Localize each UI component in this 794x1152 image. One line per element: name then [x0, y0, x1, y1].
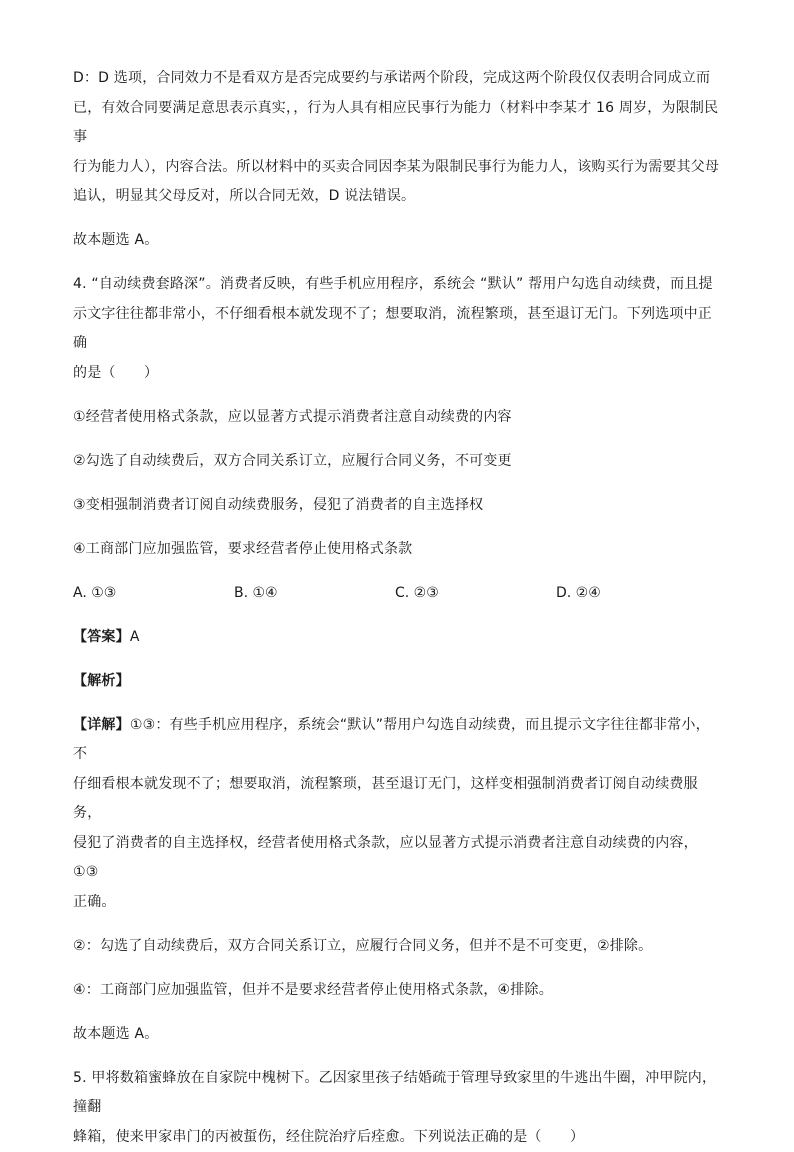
d-option-analysis-line-2: 已，有效合同要满足意思表示真实，，行为人具有相应民事行为能力（材料中李某才 16 周岁，为限制民事 — [73, 94, 723, 153]
analysis-label: 【解析】 — [73, 673, 130, 689]
answer-label: 【答案】 — [73, 629, 130, 645]
q4-option-a: A. ①③ — [73, 579, 234, 609]
q4-detail-line-4: 正确。 — [73, 888, 723, 918]
q4-analysis-heading — [73, 667, 723, 697]
q4-answer — [73, 623, 723, 653]
q5-stem-line-1: 5. 甲将数箱蜜蜂放在自家院中槐树下。乙因家里孩子结婚疏于管理导致家里的牛逃出牛圈，冲甲院内，撞翻 — [73, 1064, 723, 1123]
q3-conclusion: 故本题选 A。 — [73, 226, 723, 256]
q4-statement-1: ①经营者使用格式条款，应以显著方式提示消费者注意自动续费的内容 — [73, 403, 723, 433]
q4-stem-line-2: 示文字往往都非常小，不仔细看根本就发现不了；想要取消，流程繁琐，甚至退订无门。下列选项中正确 — [73, 300, 723, 359]
detail-text-1: ①③：有些手机应用程序，系统会“默认”帮用户勾选自动续费，而且提示文字往往都非常小，不 — [73, 717, 710, 763]
q4-stem-line-3: 的是（ ） — [73, 359, 723, 389]
q4-point-2: ②：勾选了自动续费后，双方合同关系订立，应履行合同义务，但并不是不可变更，②排除。 — [73, 932, 723, 962]
q4-conclusion: 故本题选 A。 — [73, 1020, 723, 1050]
page-content — [73, 64, 723, 1152]
answer-value: A — [130, 629, 140, 645]
q4-statement-4: ④工商部门应加强监管，要求经营者停止使用格式条款 — [73, 535, 723, 565]
q4-option-d: D. ②④ — [556, 579, 717, 609]
q4-detail-line-1 — [73, 711, 723, 770]
q4-detail-line-3: 侵犯了消费者的自主选择权，经营者使用格式条款，应以显著方式提示消费者注意自动续费的内容，①③ — [73, 829, 723, 888]
q4-detail-line-2: 仔细看根本就发现不了；想要取消，流程繁琐，甚至退订无门，这样变相强制消费者订阅自动续费服务， — [73, 770, 723, 829]
d-option-analysis-line-4: 追认，明显其父母反对，所以合同无效，D 说法错误。 — [73, 182, 723, 212]
q4-option-c: C. ②③ — [395, 579, 556, 609]
d-option-analysis-line-1: D：D 选项，合同效力不是看双方是否完成要约与承诺两个阶段，完成这两个阶段仅仅表明合同成立而 — [73, 64, 723, 94]
q5-stem-line-2: 蜂箱，使来甲家串门的丙被蜇伤，经住院治疗后痊愈。下列说法正确的是（ ） — [73, 1123, 723, 1152]
q4-option-b: B. ①④ — [234, 579, 395, 609]
q4-statement-2: ②勾选了自动续费后，双方合同关系订立，应履行合同义务，不可变更 — [73, 447, 723, 477]
q4-options — [73, 579, 723, 609]
q4-stem-line-1: 4. “自动续费套路深”。消费者反映，有些手机应用程序，系统会 “默认” 帮用户勾选自动续费，而且提 — [73, 270, 723, 300]
q4-point-4: ④：工商部门应加强监管，但并不是要求经营者停止使用格式条款，④排除。 — [73, 976, 723, 1006]
q4-statement-3: ③变相强制消费者订阅自动续费服务，侵犯了消费者的自主选择权 — [73, 491, 723, 521]
detail-label: 【详解】 — [73, 717, 130, 733]
d-option-analysis-line-3: 行为能力人），内容合法。所以材料中的买卖合同因李某为限制民事行为能力人，该购买行为需要其父母 — [73, 153, 723, 183]
